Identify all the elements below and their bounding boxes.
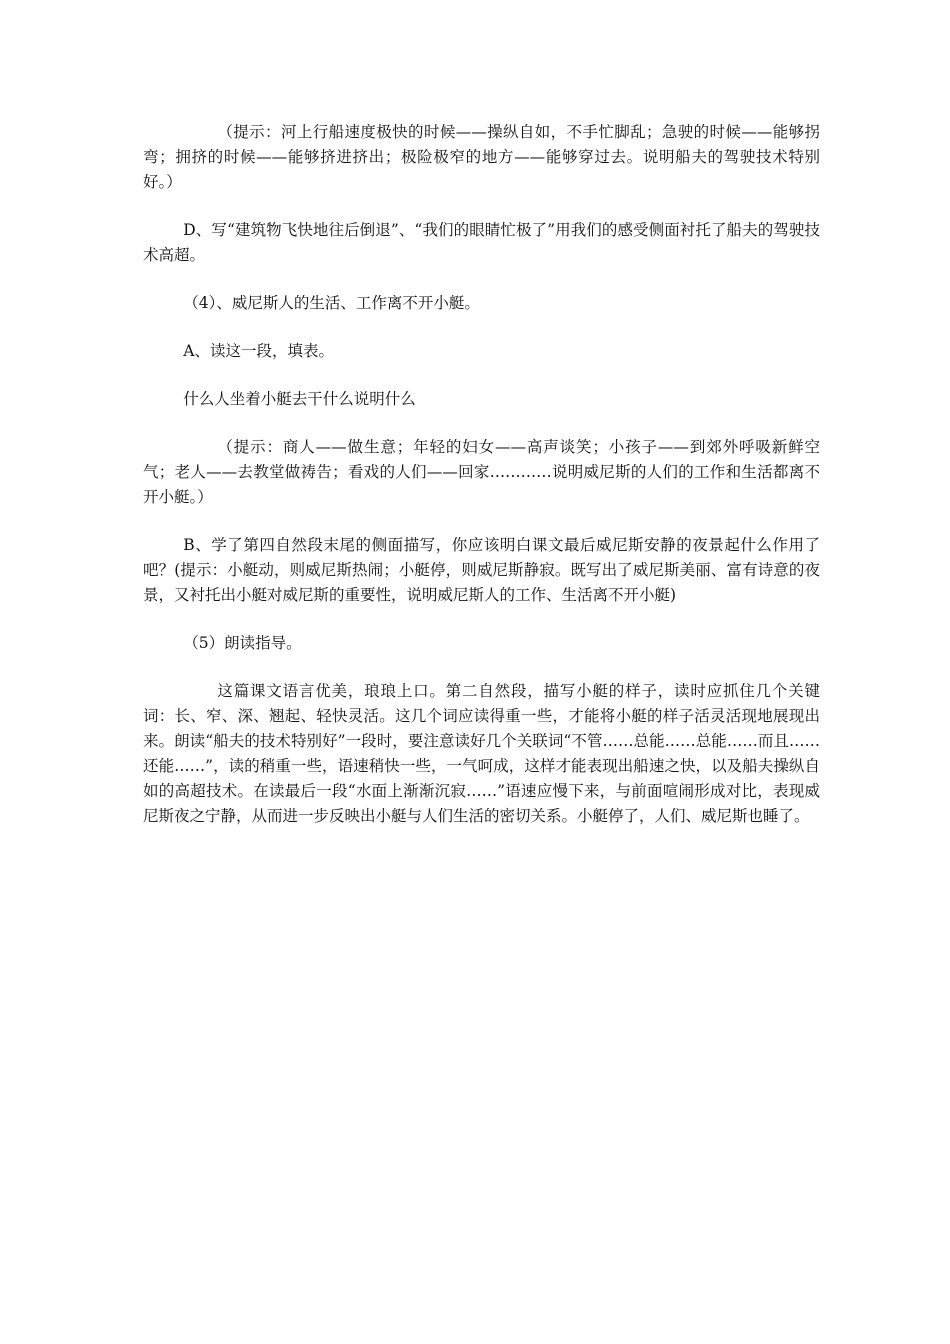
section-4-heading: （4）、威尼斯人的生活、工作离不开小艇。 (183, 294, 480, 312)
item-b-paragraph: B、学了第四自然段末尾的侧面描写，你应该明白课文最后威尼斯安静的夜景起什么作用了吧？(提示：小艇动，则威尼斯热闹；小艇停，则威尼斯静寂。既写出了威尼斯美丽、富有诗意的夜景，又衬托出小艇对威尼斯的重要性，说明威尼斯人的工作、生活离不开小艇) (143, 536, 820, 604)
item-a-paragraph: A、读这一段，填表。 (183, 342, 334, 360)
section-5-heading: （5）朗读指导。 (183, 634, 302, 652)
hint-paragraph-venice-life: （提示：商人——做生意；年轻的妇女——高声谈笑；小孩子——到郊外呼吸新鲜空气；老人——去教堂做祷告；看戏的人们——回家…………说明威尼斯的人们的工作和生活都离不开小艇。） (143, 438, 820, 506)
reading-guide-paragraph: 这篇课文语言优美，琅琅上口。第二自然段，描写小艇的样子，读时应抓住几个关键词：长、窄、深、翘起、轻快灵活。这几个词应读得重一些，才能将小艇的样子活灵活现地展现出来。朗读“船夫的技术特别好”一段时，要注意读好几个关联词“不管……总能……总能……而且……还能……”，读的稍重一些，语速稍快一些，一气呵成，这样才能表现出船速之快，以及船夫操纵自如的高超技术。在读最后一段“水面上渐渐沉寂……”语速应慢下来，与前面喧闹形成对比，表现威尼斯夜之宁静，从而进一步反映出小艇与人们生活的密切关系。小艇停了，人们、威尼斯也睡了。 (143, 682, 820, 825)
table-heading: 什么人坐着小艇去干什么说明什么 (183, 390, 416, 408)
hint-paragraph-boatman-skill: （提示：河上行船速度极快的时候——操纵自如，不手忙脚乱；急驶的时候——能够拐弯；拥挤的时候——能够挤进挤出；极险极窄的地方——能够穿过去。说明船夫的驾驶技术特别好。） (143, 123, 820, 191)
document-page (143, 120, 820, 829)
item-d-paragraph: D、写“建筑物飞快地往后倒退”、“我们的眼睛忙极了”用我们的感受侧面衬托了船夫的驾驶技术高超。 (143, 221, 820, 264)
